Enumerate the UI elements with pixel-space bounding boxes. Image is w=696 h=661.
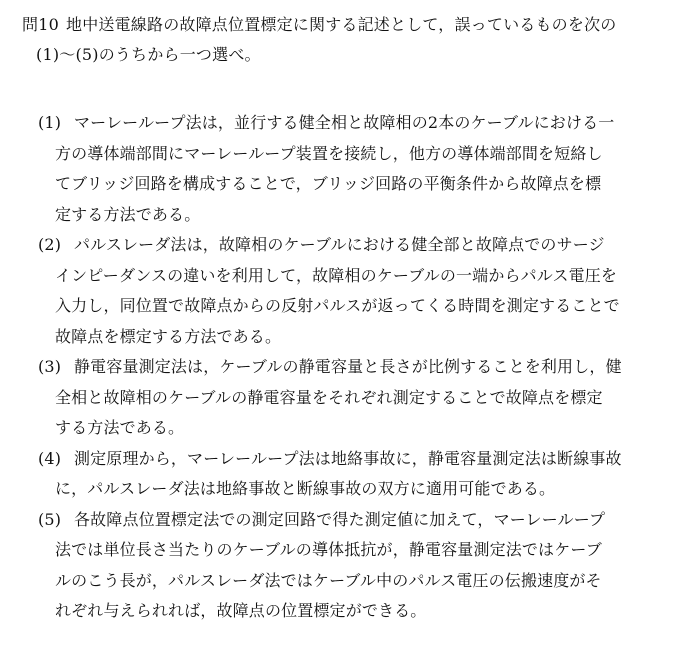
option-label: (5) (38, 509, 62, 529)
option-text-line: 入力し，同位置で故障点からの反射パルスが返ってくる時間を測定することで (55, 296, 620, 315)
option-text-line: 静電容量測定法は，ケーブルの静電容量と長さが比例することを利用し，健 (74, 357, 622, 376)
option-text-line: 故障点を標定する方法である。 (55, 326, 282, 346)
option-label: (3) (38, 357, 62, 376)
option-1 (38, 108, 658, 230)
option-3 (38, 352, 658, 444)
option-text-line: 法では単位長さ当たりのケーブルの導体抵抗が，静電容量測定法ではケーブ (55, 540, 602, 559)
option-text-line: する方法である。 (55, 418, 185, 437)
option-label: (4) (38, 448, 62, 468)
option-label: (1) (38, 113, 62, 132)
question-text-line-2: (1)～(5)のうちから一つ選べ。 (36, 45, 261, 64)
option-text-line: 測定原理から，マーレーループ法は地絡事故に，静電容量測定法は断線事故 (74, 448, 622, 468)
option-text-line: マーレーループ法は，並行する健全相と故障相の2本のケーブルにおける一 (74, 113, 615, 132)
question-text-line-1: 地中送電線路の故障点位置標定に関する記述として，誤っているものを次の (66, 15, 617, 34)
option-text-line: れぞれ与えられれば，故障点の位置標定ができる。 (55, 601, 427, 620)
option-5 (38, 505, 658, 627)
option-text-line: てブリッジ回路を構成することで，ブリッジ回路の平衡条件から故障点を標 (55, 174, 602, 193)
option-text-line: 定する方法である。 (55, 204, 201, 224)
option-text-line: に，パルスレーダ法は地絡事故と断線事故の双方に適用可能である。 (55, 479, 556, 498)
option-text-line: 各故障点位置標定法での測定回路で得た測定値に加えて，マーレーループ (74, 509, 606, 529)
option-text-line: 方の導体端部間にマーレーループ装置を接続し，他方の導体端部間を短絡し (55, 143, 603, 163)
question-line-1 (22, 10, 662, 40)
option-2 (38, 230, 658, 352)
question-stem (22, 10, 662, 70)
option-4 (38, 444, 658, 505)
option-text-line: 全相と故障相のケーブルの静電容量をそれぞれ測定することで故障点を標定 (55, 387, 603, 407)
question-line-2 (22, 40, 662, 70)
option-text-line: インピーダンスの違いを利用して，故障相のケーブルの一端からパルス電圧を (55, 265, 618, 285)
option-text-line: ルのこう長が，パルスレーダ法ではケーブル中のパルス電圧の伝搬速度がそ (55, 570, 602, 590)
answer-options (38, 108, 658, 627)
question-number: 問10 (22, 15, 59, 34)
option-label: (2) (38, 235, 62, 254)
option-text-line: パルスレーダ法は，故障相のケーブルにおける健全部と故障点でのサージ (74, 235, 605, 254)
